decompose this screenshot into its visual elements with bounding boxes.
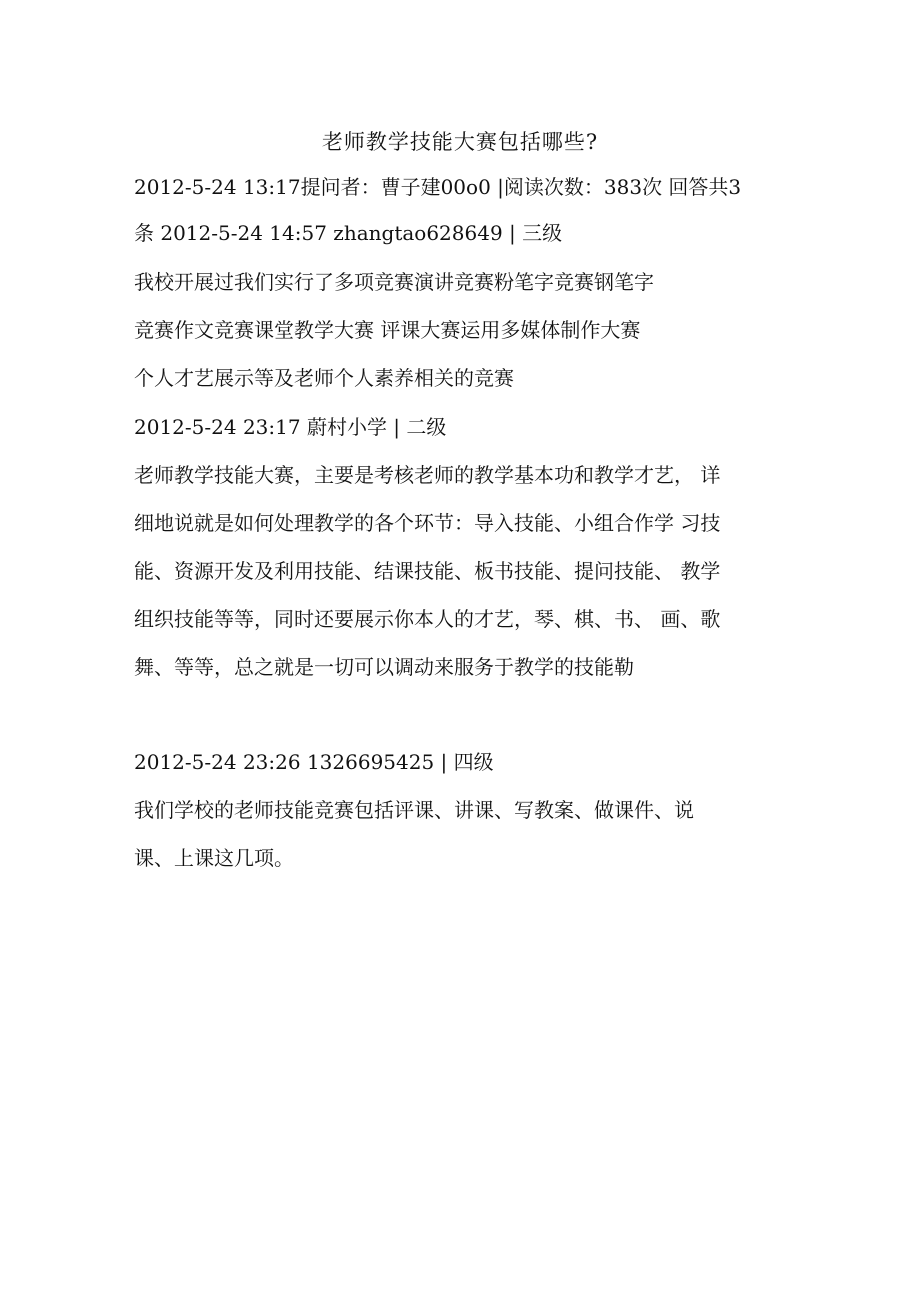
answer-3-text-line: 我们学校的老师技能竞赛包括评课、讲课、写教案、做课件、说 — [134, 798, 694, 822]
answer-2-text-line: 老师教学技能大赛，主要是考核老师的教学基本功和教学才艺， 详 — [134, 463, 721, 487]
document-title: 老师教学技能大赛包括哪些? — [321, 130, 599, 154]
answer-2-text-line: 舞、等等，总之就是一切可以调动来服务于教学的技能勒 — [134, 655, 634, 679]
answer-1-text-line: 竞赛作文竞赛课堂教学大赛 评课大赛运用多媒体制作大赛 — [134, 318, 641, 342]
answer-1-text-line: 我校开展过我们实行了多项竞赛演讲竞赛粉笔字竞赛钢笔字 — [134, 270, 654, 294]
answer-1-meta-line: 条 2012-5-24 14:57 zhangtao628649 | 三级 — [134, 221, 563, 245]
answer-1-text-line: 个人才艺展示等及老师个人素养相关的竞赛 — [134, 366, 514, 390]
answer-2-text-line: 组织技能等等，同时还要展示你本人的才艺，琴、棋、书、 画、歌 — [134, 607, 721, 631]
answer-2-text-line: 细地说就是如何处理教学的各个环节：导入技能、小组合作学 习技 — [134, 511, 721, 535]
answer-3-text-line: 课、上课这几项。 — [134, 846, 294, 870]
answer-3-meta-line: 2012-5-24 23:26 1326695425 | 四级 — [134, 750, 494, 774]
question-meta-line: 2012-5-24 13:17提问者：曹子建00o0 |阅读次数：383次 回答共3 — [134, 175, 742, 199]
answer-2-meta-line: 2012-5-24 23:17 蔚村小学 | 二级 — [134, 415, 447, 439]
answer-2-text-line: 能、资源开发及利用技能、结课技能、板书技能、提问技能、 教学 — [134, 559, 721, 583]
